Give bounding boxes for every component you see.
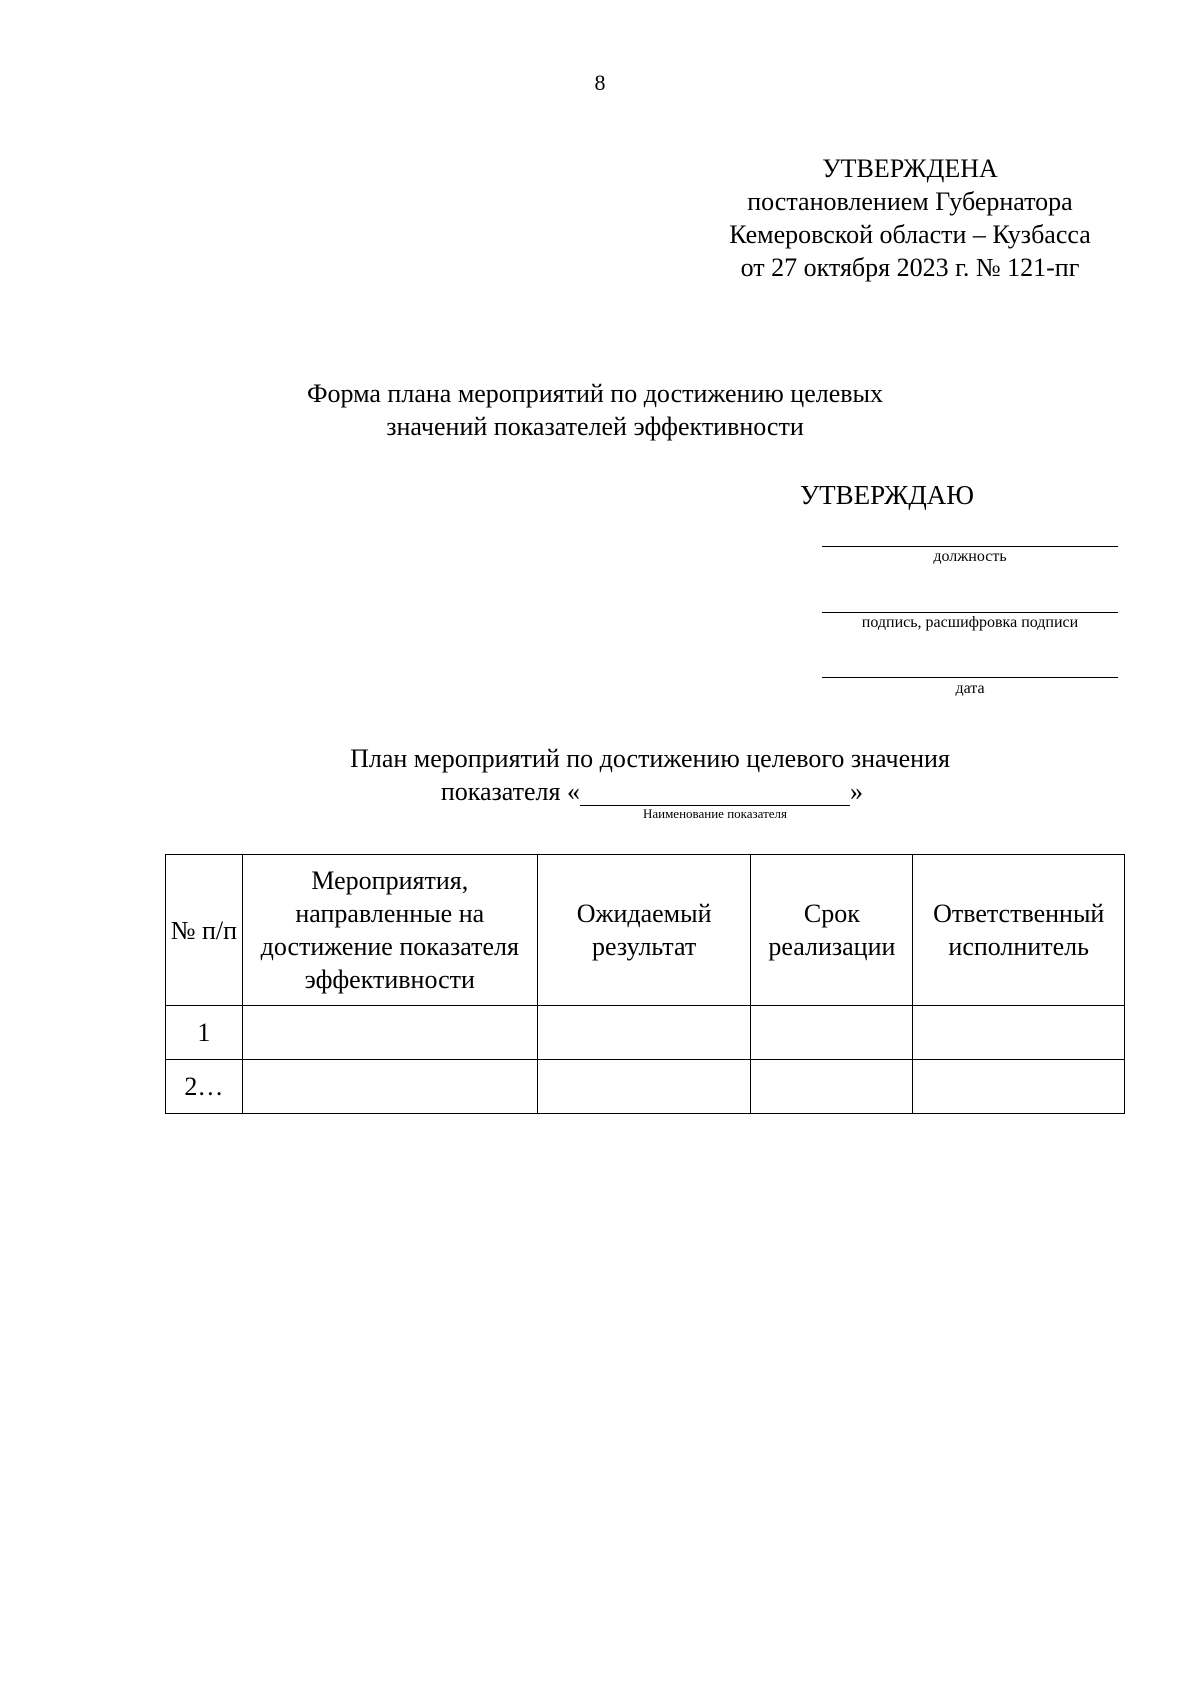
approval-heading: УТВЕРЖДЕНА: [822, 154, 998, 183]
table-row: [166, 1060, 1125, 1114]
header-term: Срок реализации: [751, 855, 913, 1006]
row-responsible-cell: [913, 1060, 1125, 1114]
row-num: 2…: [166, 1060, 243, 1114]
row-num: 1: [166, 1006, 243, 1060]
plan-title-line-2: [250, 775, 1050, 808]
row-responsible-cell: [913, 1006, 1125, 1060]
form-title: [250, 377, 940, 443]
signature-line: [822, 612, 1118, 613]
plan-title: План мероприятий по достижению целевого значения: [350, 744, 950, 773]
header-num: № п/п: [166, 855, 243, 1006]
header-responsible: Ответственный исполнитель: [913, 855, 1125, 1006]
position-line: [822, 546, 1118, 547]
table-header-row: [166, 855, 1125, 1006]
row-term-cell: [751, 1006, 913, 1060]
approval-line-2: Кемеровской области – Кузбасса: [729, 220, 1091, 249]
table-row: [166, 1006, 1125, 1060]
form-title-line-2: значений показателей эффективности: [386, 412, 804, 441]
row-measures-cell: [242, 1006, 537, 1060]
date-line: [822, 677, 1118, 678]
row-result-cell: [537, 1060, 751, 1114]
form-title-line-1: Форма плана мероприятий по достижению целевых: [306, 379, 884, 408]
date-caption: дата: [955, 680, 985, 697]
approval-line-1: постановлением Губернатора: [747, 187, 1073, 216]
approve-heading: УТВЕРЖДАЮ: [800, 480, 975, 510]
row-result-cell: [537, 1006, 751, 1060]
indicator-caption: Наименование показателя: [642, 806, 788, 821]
approval-stamp: [700, 152, 1120, 284]
signature-caption: подпись, расшифровка подписи: [861, 614, 1079, 631]
header-measures: Мероприятия, направленные на достижение показателя эффективности: [242, 855, 537, 1006]
page-number: 8: [594, 70, 606, 95]
row-measures-cell: [242, 1060, 537, 1114]
plan-table: [165, 854, 1125, 1114]
header-result: Ожидаемый результат: [537, 855, 751, 1006]
row-term-cell: [751, 1060, 913, 1114]
approval-line-3: от 27 октября 2023 г. № 121-пг: [740, 253, 1080, 282]
plan-title-prefix: показателя «: [440, 777, 580, 806]
plan-title-suffix: »: [850, 777, 863, 806]
position-caption: должность: [933, 548, 1007, 565]
